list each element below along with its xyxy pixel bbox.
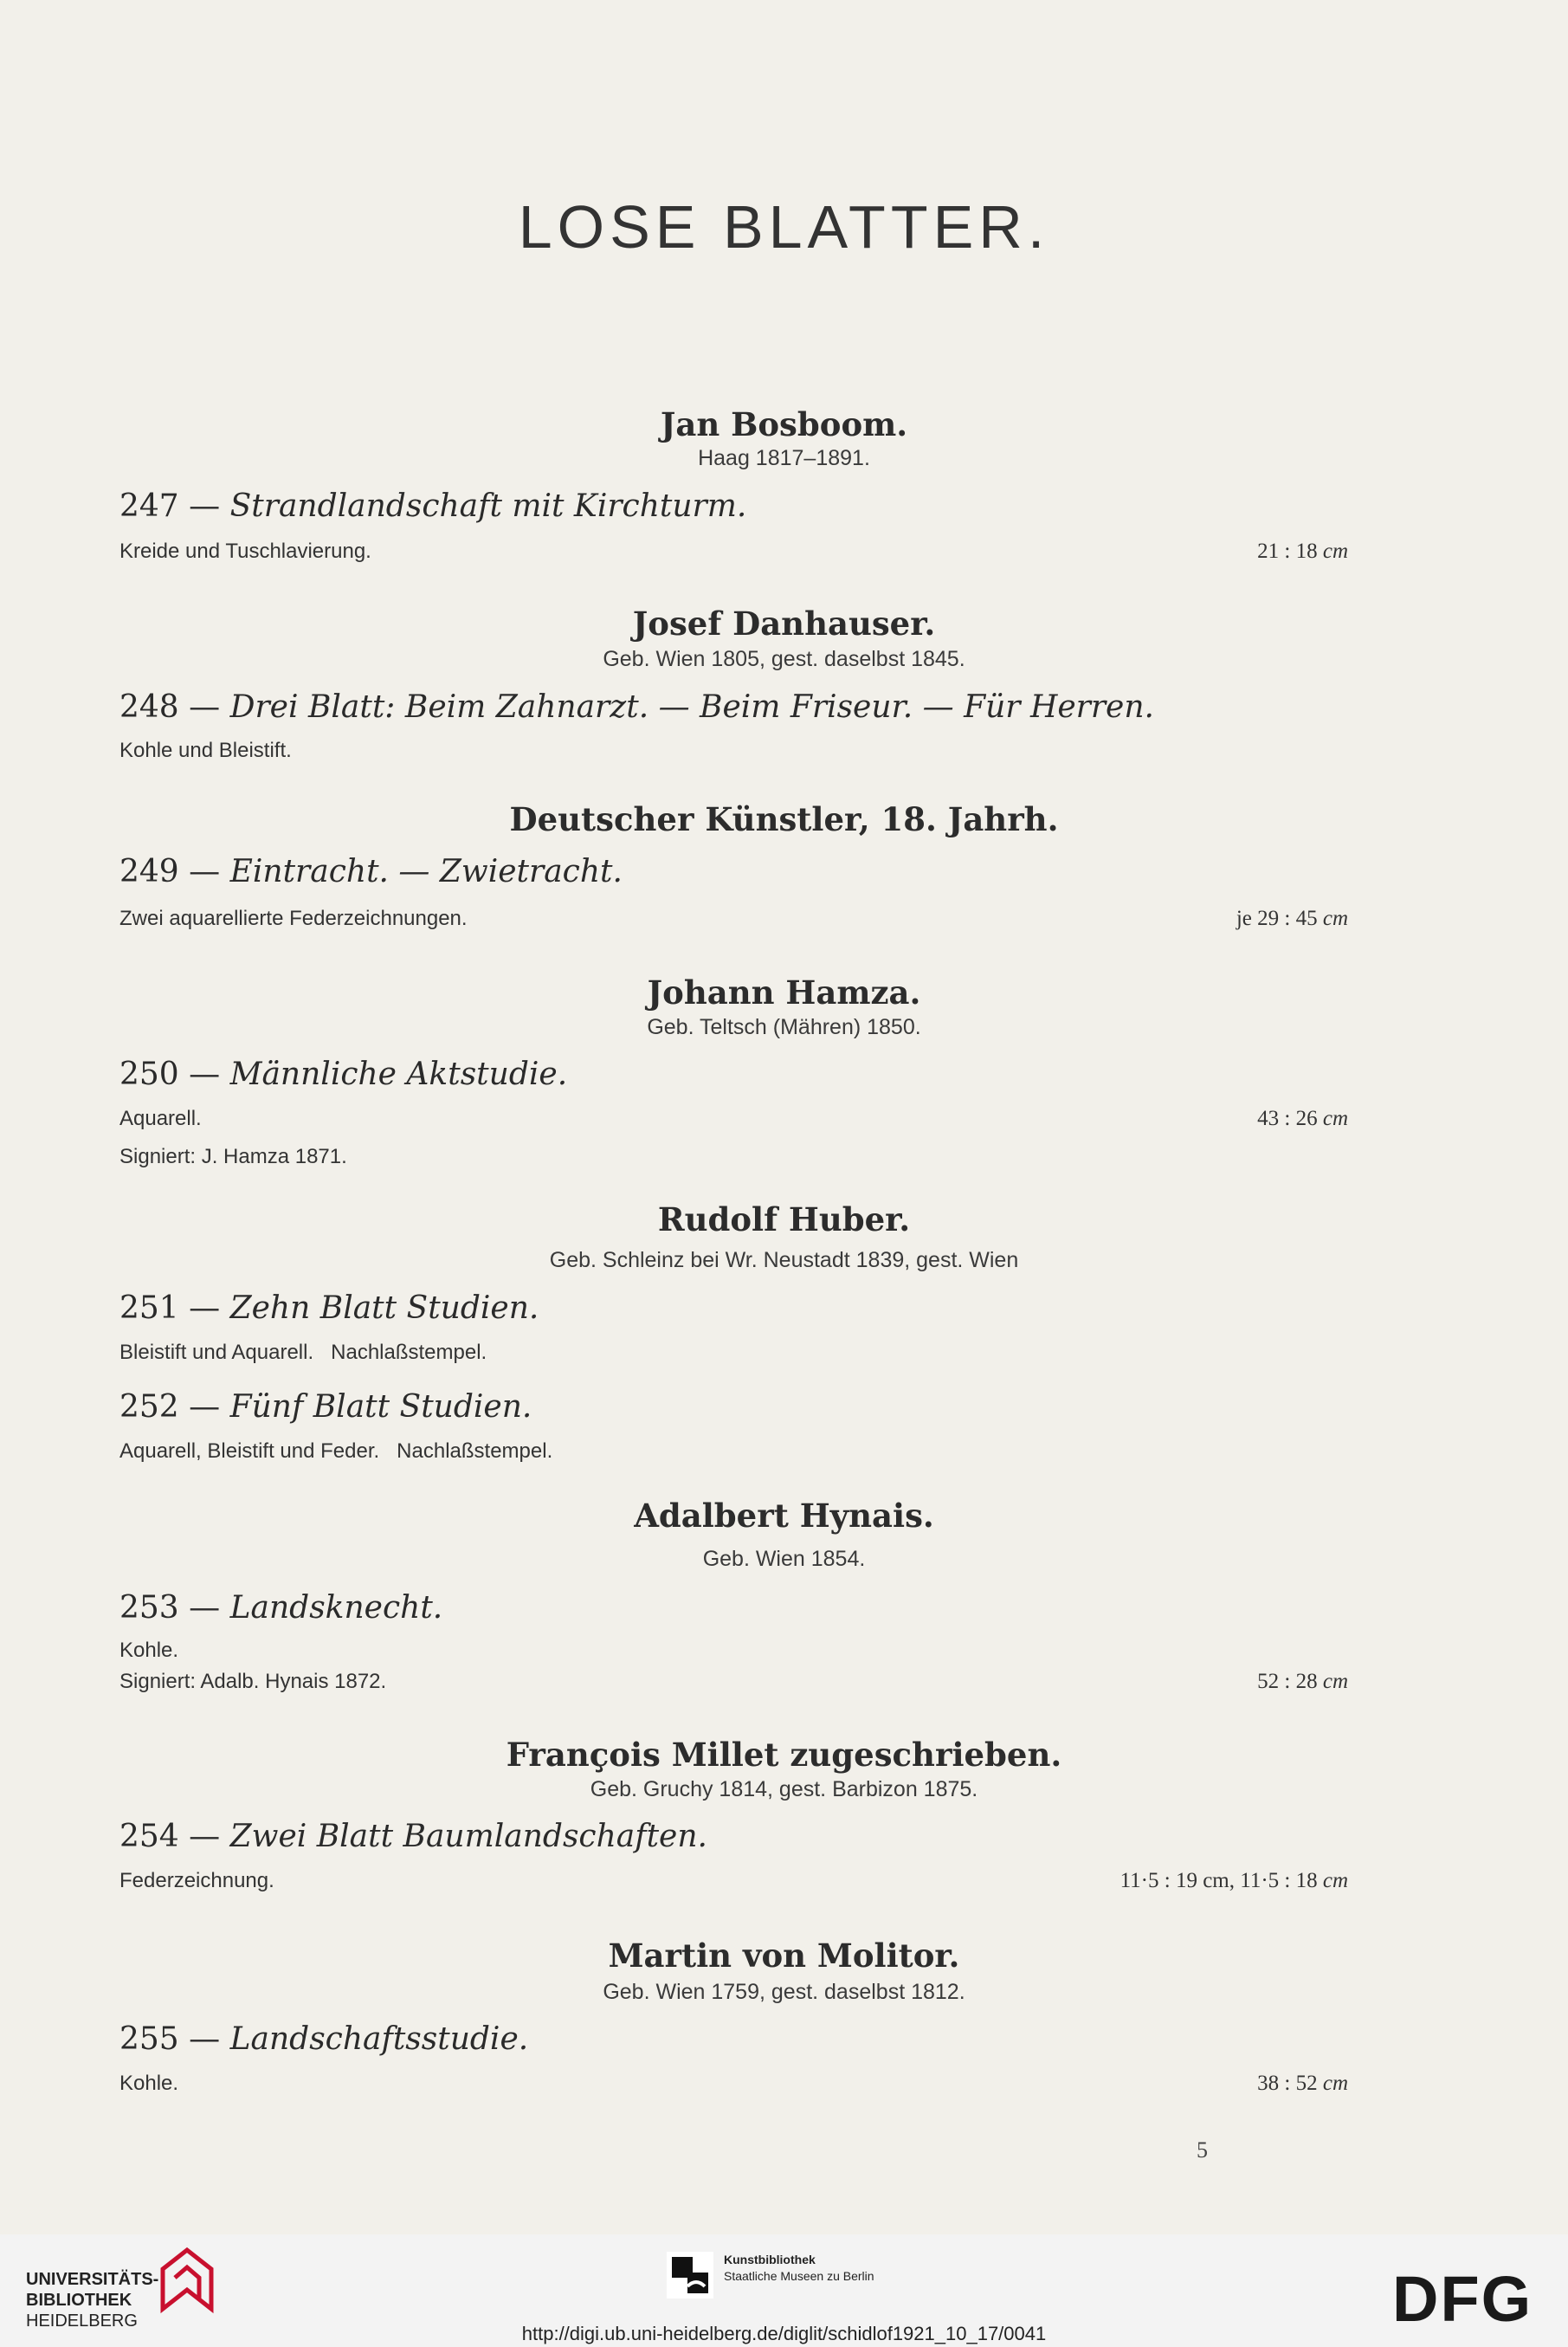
lot-title: Strandlandschaft mit Kirchturm.	[229, 488, 747, 524]
source-url-link[interactable]: http://digi.ub.uni-heidelberg.de/diglit/schidlof1921_10_17/0041	[521, 2323, 1047, 2344]
artist-bio: Geb. Schleinz bei Wr. Neustadt 1839, gest. Wien	[549, 1248, 1019, 1272]
lot-size	[1257, 540, 1348, 564]
lot-number: 254 —	[119, 1819, 221, 1854]
lot-entry	[119, 1389, 532, 1425]
size-unit: cm	[1322, 2072, 1348, 2095]
lot-size	[1236, 907, 1348, 931]
artist-bio: Haag 1817–1891.	[698, 446, 870, 470]
lot-medium: Aquarell.	[119, 1107, 202, 1130]
lot-title: Zehn Blatt Studien.	[229, 1290, 539, 1326]
lot-size	[1257, 1107, 1348, 1131]
artist-bio: Geb. Wien 1805, gest. daselbst 1845.	[603, 647, 965, 671]
artist-name: Deutscher Künstler, 18. Jahrh.	[509, 800, 1059, 838]
lot-medium: Kreide und Tuschlavierung.	[119, 540, 371, 563]
lot-signature: Signiert: J. Hamza 1871.	[119, 1145, 347, 1168]
lot-size	[1120, 1869, 1348, 1893]
size-value: 21 : 18	[1257, 540, 1318, 563]
artist-name: Jan Bosboom.	[660, 405, 908, 443]
lot-title: Männliche Aktstudie.	[229, 1057, 568, 1092]
ub-heidelberg-logo-icon	[158, 2245, 218, 2314]
lot-entry	[119, 488, 746, 524]
kunstbibliothek-logo-icon	[667, 2252, 713, 2299]
lot-entry	[119, 1819, 707, 1854]
lot-title: Landsknecht.	[229, 1590, 443, 1626]
lot-medium: Federzeichnung.	[119, 1869, 274, 1892]
size-unit: cm	[1322, 907, 1348, 930]
lot-entry	[119, 1590, 442, 1626]
artist-bio: Geb. Wien 1854.	[702, 1547, 866, 1571]
lot-number: 253 —	[119, 1590, 221, 1626]
lot-number: 252 —	[119, 1389, 221, 1425]
lot-number: 250 —	[119, 1057, 221, 1092]
lot-number: 247 —	[119, 488, 221, 524]
artist-name: François Millet zugeschrieben.	[506, 1736, 1062, 1774]
lot-entry	[119, 689, 1154, 725]
lot-size	[1257, 1670, 1348, 1694]
lot-signature: Signiert: Adalb. Hynais 1872.	[119, 1670, 387, 1693]
size-value: je 29 : 45	[1236, 907, 1318, 930]
lot-entry	[119, 854, 623, 889]
page-number: 5	[1197, 2137, 1208, 2163]
size-value: 38 : 52	[1257, 2072, 1318, 2095]
lot-title: Drei Blatt: Beim Zahnarzt. — Beim Friseur. — Für Herren.	[229, 689, 1154, 725]
ub-line-1: UNIVERSITÄTS-	[26, 2270, 159, 2289]
lot-title: Fünf Blatt Studien.	[229, 1389, 532, 1425]
lot-title: Zwei Blatt Baumlandschaften.	[229, 1819, 707, 1854]
lot-medium: Kohle.	[119, 2072, 179, 2095]
kunstbibliothek-label	[724, 2252, 874, 2285]
kb-line-1: Kunstbibliothek	[724, 2253, 816, 2266]
lot-medium: Kohle und Bleistift.	[119, 739, 292, 762]
lot-number: 249 —	[119, 854, 221, 889]
lot-entry	[119, 1057, 567, 1092]
lot-size	[1257, 2072, 1348, 2096]
lot-entry	[119, 2021, 528, 2057]
lot-title: Landschaftsstudie.	[229, 2021, 529, 2057]
size-value: 11·5 : 19 cm, 11·5 : 18	[1120, 1869, 1318, 1892]
kb-line-2: Staatliche Museen zu Berlin	[724, 2269, 874, 2283]
ub-line-2: BIBLIOTHEK	[26, 2291, 132, 2310]
lot-medium: Aquarell, Bleistift und Feder. Nachlaßstempel.	[119, 1439, 553, 1463]
lot-title: Eintracht. — Zwietracht.	[229, 854, 623, 889]
size-unit: cm	[1322, 1869, 1348, 1892]
lot-number: 251 —	[119, 1290, 221, 1326]
size-value: 52 : 28	[1257, 1670, 1318, 1693]
size-unit: cm	[1322, 540, 1348, 563]
lot-medium: Kohle.	[119, 1639, 179, 1662]
lot-medium: Zwei aquarellierte Federzeichnungen.	[119, 907, 468, 930]
lot-medium: Bleistift und Aquarell. Nachlaßstempel.	[119, 1341, 487, 1364]
ub-line-3: HEIDELBERG	[26, 2311, 138, 2331]
artist-name: Johann Hamza.	[647, 973, 921, 1012]
lot-number: 248 —	[119, 689, 221, 725]
artist-name: Martin von Molitor.	[608, 1936, 960, 1975]
size-value: 43 : 26	[1257, 1107, 1318, 1130]
size-unit: cm	[1322, 1670, 1348, 1693]
artist-name: Josef Danhauser.	[632, 605, 936, 643]
artist-bio: Geb. Teltsch (Mähren) 1850.	[647, 1015, 921, 1039]
artist-name: Rudolf Huber.	[657, 1200, 911, 1238]
size-unit: cm	[1322, 1107, 1348, 1130]
artist-name: Adalbert Hynais.	[634, 1497, 934, 1535]
artist-bio: Geb. Wien 1759, gest. daselbst 1812.	[603, 1980, 965, 2004]
dfg-logo: DFG	[1392, 2263, 1533, 2335]
lot-entry	[119, 1290, 539, 1326]
page-heading: LOSE BLATTER.	[518, 193, 1050, 261]
artist-bio: Geb. Gruchy 1814, gest. Barbizon 1875.	[590, 1777, 978, 1801]
lot-number: 255 —	[119, 2021, 221, 2057]
